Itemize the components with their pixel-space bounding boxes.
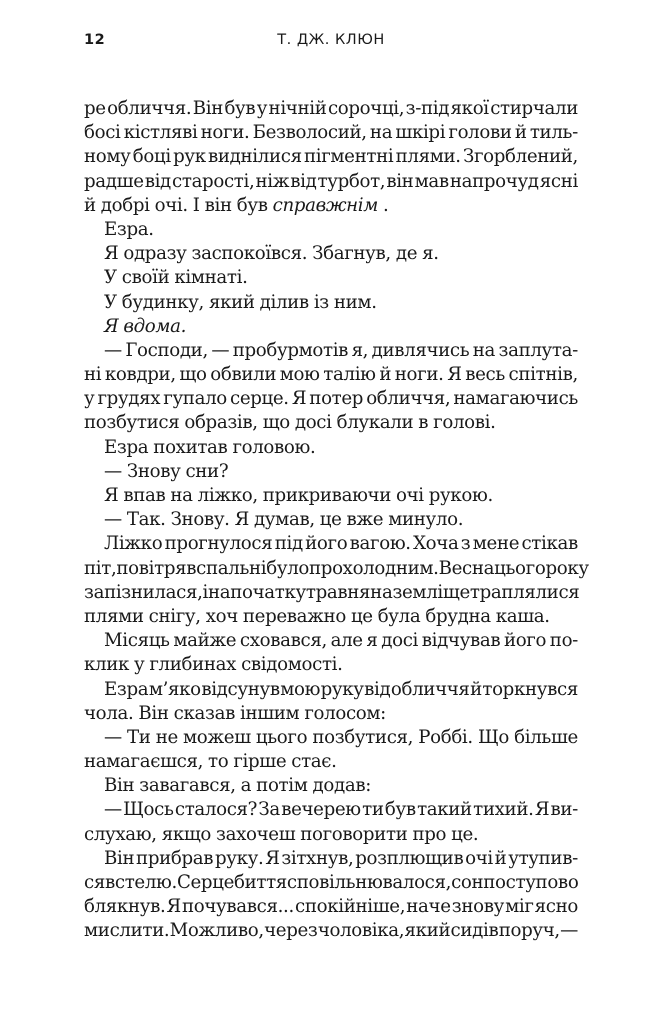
text-line: У будинку, який ділив із ним. xyxy=(104,291,377,313)
text-line: й добрі очі. І він був справжнім . xyxy=(84,194,389,216)
text-line: Езра. xyxy=(104,218,154,240)
text-line: Я вдома. xyxy=(104,315,187,337)
page-header xyxy=(84,32,578,54)
body-text xyxy=(84,97,589,944)
text-line: Він прибрав руку. Я зітхнув, розплющив очі й утупив- xyxy=(104,847,578,869)
text-line: — Господи, — пробурмотів я, дивлячись на заплута- xyxy=(104,339,578,361)
text-line: Езра похитав головою. xyxy=(104,436,316,458)
page-number: 12 xyxy=(84,32,106,48)
text-line: блякнув. Я почувався... спокійніше, наче знову міг ясно xyxy=(84,896,578,918)
text-line: намагаєшся, то гірше стає. xyxy=(84,751,337,773)
text-line: босі кістляві ноги. Безволосий, на шкірі голови й тиль- xyxy=(84,122,578,144)
text-line: Езра м’яко відсунув мою руку від обличчя й торкнувся xyxy=(104,678,578,700)
text-line: мислити. Можливо, через чоловіка, який сидів поруч, — xyxy=(84,920,578,942)
text-line: — Знову сни? xyxy=(104,460,229,482)
text-line: ні ковдри, що обвили мою талію й ноги. Я весь спітнів, xyxy=(84,364,578,386)
text-line: ному боці рук виднілися пігментні плями. Згорблений, xyxy=(84,146,578,168)
text-line: слухаю, якщо захочеш поговорити про це. xyxy=(84,823,479,845)
text-line: у грудях гупало серце. Я потер обличчя, намагаючись xyxy=(84,388,578,410)
text-line: — Щось сталося? За вечерею ти був такий тихий. Я ви- xyxy=(104,799,578,821)
text-line: плями снігу, хоч переважно це була брудна каша. xyxy=(84,605,550,627)
text-line: позбутися образів, що досі блукали в голові. xyxy=(84,412,496,434)
running-head: Т. ДЖ. КЛЮН xyxy=(277,32,385,48)
text-line: — Так. Знову. Я думав, це вже минуло. xyxy=(104,509,464,531)
text-line: чола. Він сказав іншим голосом: xyxy=(84,702,386,724)
text-line: піт, повітря в спальні було прохолодним. Весна цього року xyxy=(84,557,589,579)
text-line: Він завагався, а потім додав: xyxy=(104,775,371,797)
text-line: Я одразу заспокоївся. Збагнув, де я. xyxy=(104,243,439,265)
text-line: запізнилася, і на початку травня на землі ще траплялися xyxy=(84,581,580,603)
text-line: Місяць майже сховався, але я досі відчував його по- xyxy=(104,630,578,652)
text-line: — Ти не можеш цього позбутися, Роббі. Що більше xyxy=(104,726,578,748)
text-line: ре обличчя. Він був у нічній сорочці, з-під якої стирчали xyxy=(84,98,578,119)
text-line: клик у глибинах свідомості. xyxy=(84,654,343,676)
text-line: Я впав на ліжко, прикриваючи очі рукою. xyxy=(104,485,493,506)
text-line: радше від старості, ніж від турбот, він мав напрочуд ясні xyxy=(84,170,578,192)
text-line: ся в стелю. Серцебиття сповільнювалося, сон поступово xyxy=(84,872,579,893)
text-line: У своїй кімнаті. xyxy=(104,267,248,289)
text-line: Ліжко прогнулося під його вагою. Хоча з мене стікав xyxy=(104,533,578,555)
